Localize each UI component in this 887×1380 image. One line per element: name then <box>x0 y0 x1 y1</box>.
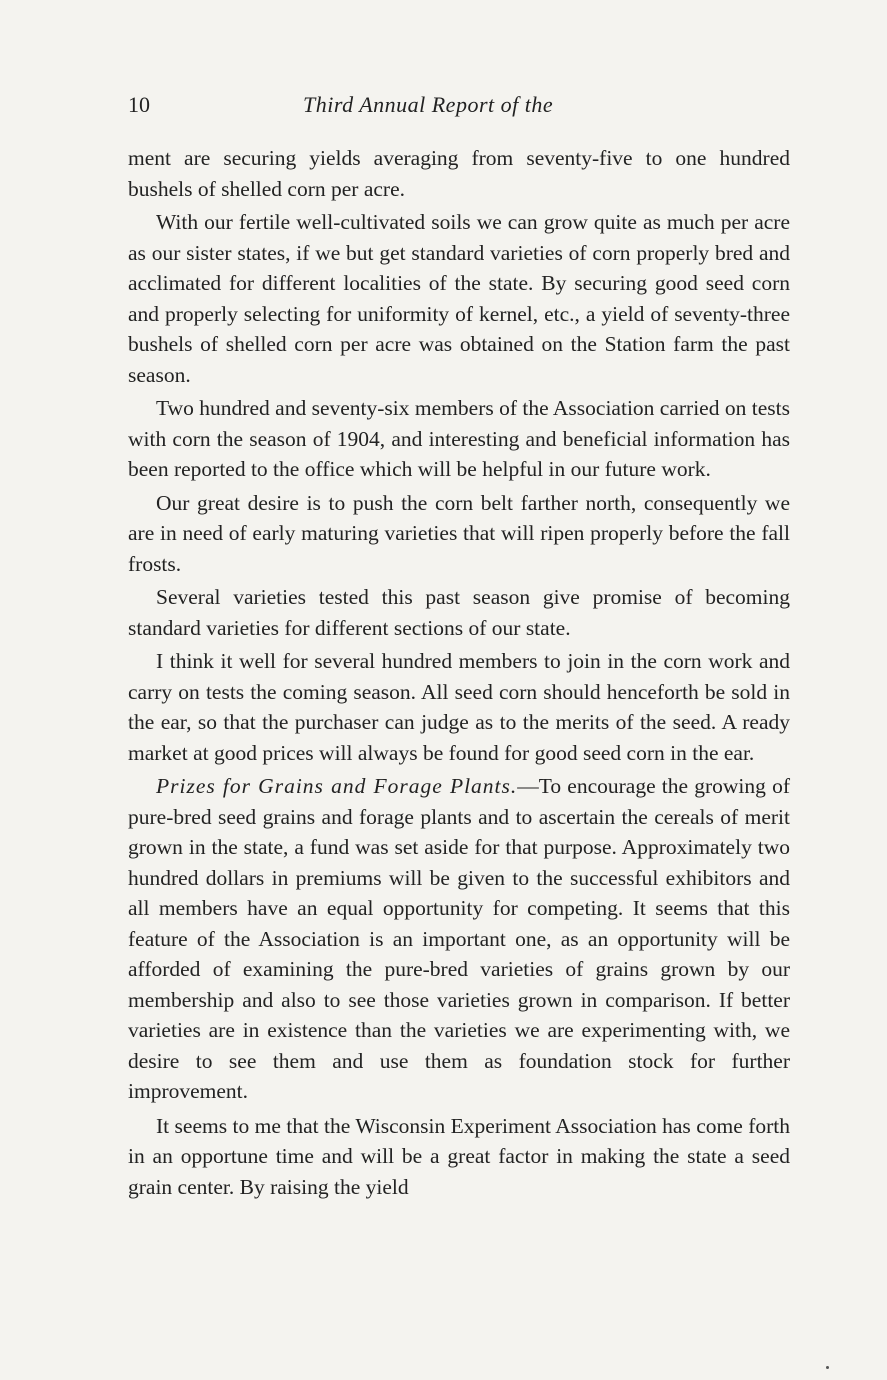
print-speck <box>826 1366 829 1369</box>
paragraph-prizes-text: —To encourage the growing of pure-bred seed grains and forage plants and to ascertain the cereals of merit grown in the state, a fund was set aside for that purpose. Approximately two hundred dollars in premiums will be given to the successful exhibitors and all members have an equal opportunity for competing. It seems that this feature of the Association is an important one, as an opportunity will be afforded of examining the pure-bred varieties of grains grown by our membership and also to see those varieties grown in comparison. If better varieties are in existence than the varieties we are experimenting with, we desire to see them and use them as foundation stock for further improvement. <box>128 774 790 1103</box>
paragraph-members-tests: Two hundred and seventy-six members of the Association carried on tests with corn the season of 1904, and interesting and beneficial information has been reported to the office which will be helpful in our future work. <box>128 396 790 481</box>
page-number: 10 <box>128 92 150 117</box>
paragraph-corn-belt: Our great desire is to push the corn belt farther north, consequently we are in need of early maturing varieties that will ripen properly before the fall frosts. <box>128 490 790 576</box>
paragraph-association: It seems to me that the Wisconsin Experiment Association has come forth in an opportune time and will be a great factor in making the state a seed grain center. By raising the yield <box>128 1113 790 1199</box>
paragraph-seed-corn: I think it well for several hundred members to join in the corn work and carry on tests the coming season. All seed corn should henceforth be sold in the ear, so that the purchaser can judge as to the merits of the seed. A ready market at good prices will always be found for good seed corn in the ear. <box>128 649 790 765</box>
paragraph-varieties: Several varieties tested this past season give promise of becoming standard varieties for different sections of our state. <box>128 585 790 640</box>
paragraph-continued: ment are securing yields averaging from seventy-five to one hundred bushels of shelled corn per acre. <box>128 146 790 201</box>
section-lead-heading: Prizes for Grains and Forage Plants. <box>156 774 518 798</box>
running-title: Third Annual Report of the <box>303 92 554 117</box>
page-header <box>128 92 788 122</box>
body-text <box>128 143 790 1202</box>
paragraph-soils: With our fertile well-cultivated soils we can grow quite as much per acre as our sister states, if we but get standard varieties of corn properly bred and acclimated for different localities of the state. By securing good seed corn and properly selecting for uniformity of kernel, etc., a yield of seventy-three bushels of shelled corn per acre was obtained on the Station farm the past season. <box>128 210 790 387</box>
paragraph-prizes <box>128 771 790 1107</box>
